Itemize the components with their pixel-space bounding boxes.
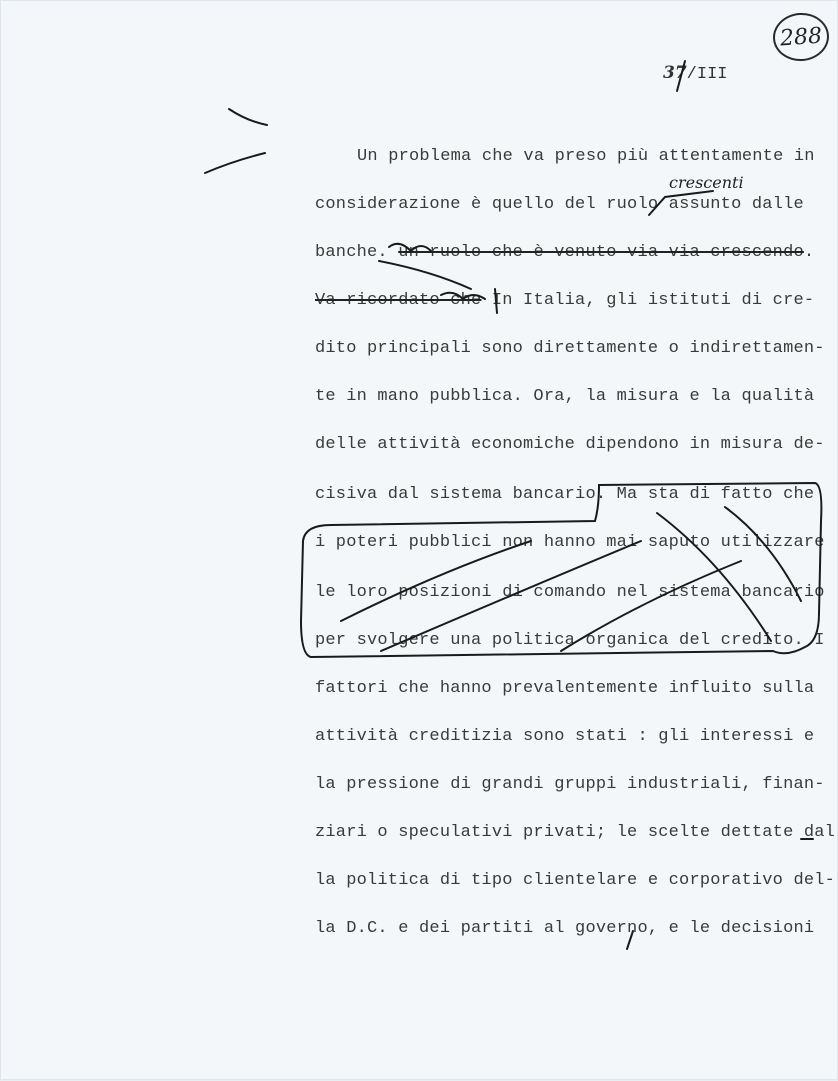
text-line-14: la pressione di grandi gruppi industriali, finan- — [315, 775, 825, 794]
text-line-6: te in mano pubblica. Ora, la misura e la qualità — [315, 387, 815, 406]
pen-annotations — [1, 1, 838, 1081]
text-line-4-part-b: In Italia, gli istituti di cre- — [481, 291, 815, 310]
passage-enclosure — [301, 483, 821, 657]
crossout-stroke-2 — [381, 541, 641, 651]
text-line-13: attività creditizia sono stati : gli interessi e — [315, 727, 815, 746]
struck-text-ruolo: un ruolo che è venuto via via crescendo — [398, 243, 804, 262]
handwritten-insertion: crescenti — [669, 173, 744, 192]
crossout-stroke-1 — [341, 541, 531, 621]
text-line-2-part-b: assunto dalle — [668, 195, 804, 214]
text-line-7: delle attività economiche dipendono in misura de- — [315, 435, 825, 454]
text-line-12: fattori che hanno prevalentemente influito sulla — [315, 679, 815, 698]
paragraph-bracket — [495, 289, 497, 313]
text-line-2-part-a: considerazione è quello del ruolo — [315, 195, 659, 214]
text-line-17: la D.C. e dei partiti al governo, e le decisioni — [315, 919, 815, 938]
connector-stroke — [379, 261, 471, 289]
text-line-1: Un problema che va preso più attentamente in — [357, 147, 815, 166]
crossout-stroke-3 — [561, 561, 741, 651]
deletion-scribble-1 — [389, 244, 431, 251]
archive-page-number: 288 — [779, 23, 823, 51]
crossout-stroke-5 — [725, 507, 801, 601]
deletion-scribble-2 — [441, 293, 485, 299]
margin-mark-top — [229, 109, 267, 125]
text-line-5: dito principali sono direttamente o indirettamen- — [315, 339, 825, 358]
folio-suffix: /III — [686, 65, 728, 84]
folio-corrected-number: 37 — [663, 63, 687, 83]
struck-text-va-ricordato: Va ricordato che — [315, 291, 482, 310]
text-line-9: i poteri pubblici non hanno mai saputo utilizzare — [315, 533, 825, 552]
text-line-10: le loro posizioni di comando nel sistema bancario — [315, 583, 825, 602]
text-line-15: ziari o speculativi privati; le scelte dettate dal — [315, 823, 836, 842]
insertion-caret — [649, 191, 713, 215]
comma-insertion — [627, 931, 633, 949]
folio-correction-stroke — [677, 61, 685, 91]
margin-mark-bottom — [205, 153, 265, 173]
text-line-3-period: . — [803, 243, 815, 262]
text-line-11: per svolgere una politica organica del credito. I — [315, 631, 825, 650]
text-line-3-part-a: banche. — [315, 243, 388, 262]
text-line-8: cisiva dal sistema bancario. Ma sta di fatto che — [315, 485, 815, 504]
text-line-16: la politica di tipo clientelare e corporativo del- — [315, 871, 836, 890]
